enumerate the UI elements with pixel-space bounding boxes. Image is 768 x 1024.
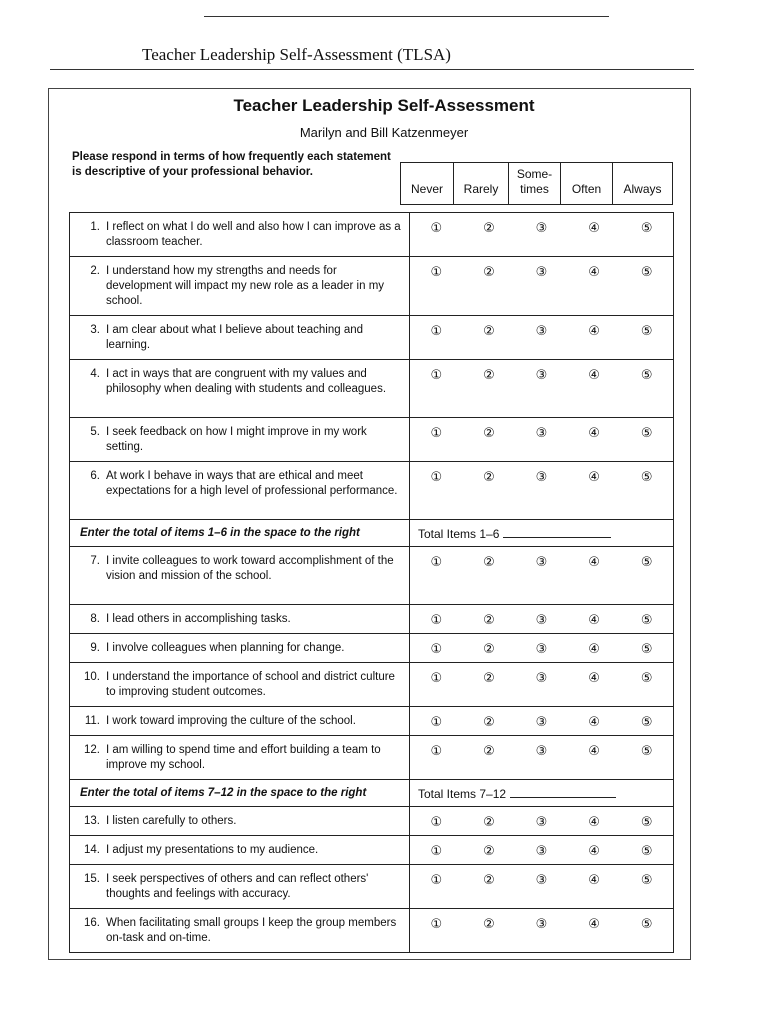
item-text: When facilitating small groups I keep the group members on-task and on-time.	[106, 917, 397, 944]
rating-option-never[interactable]: ①	[430, 814, 443, 829]
item-row	[70, 807, 674, 836]
rating-option-often[interactable]: ④	[588, 469, 600, 484]
item-statement	[70, 605, 410, 634]
rating-option-always[interactable]: ⑤	[640, 323, 653, 338]
item-row	[70, 663, 674, 707]
rating-option-often[interactable]: ④	[588, 554, 600, 569]
scale-never	[401, 163, 453, 204]
rating-option-often[interactable]: ④	[588, 714, 600, 729]
total-field	[410, 780, 674, 807]
item-number: 2.	[90, 265, 100, 277]
rating-option-rarely[interactable]: ②	[483, 469, 495, 484]
rating-option-never[interactable]: ①	[430, 843, 443, 858]
item-number: 11.	[84, 715, 100, 727]
item-row	[70, 605, 674, 634]
item-text: I am clear about what I believe about teaching and learning.	[106, 324, 364, 351]
rating-option-rarely[interactable]: ②	[483, 641, 495, 656]
rating-option-always[interactable]: ⑤	[640, 814, 653, 829]
item-rating-options	[410, 462, 674, 520]
item-text: I act in ways that are congruent with my values and philosophy when dealing with students and colleagues.	[106, 368, 387, 395]
rating-option-sometimes[interactable]: ③	[535, 916, 548, 931]
rating-option-rarely[interactable]: ②	[483, 425, 495, 440]
item-text: I invite colleagues to work toward accomplishment of the vision and mission of the school.	[106, 555, 394, 582]
total-label: Total Items 1–6	[418, 527, 500, 541]
rating-option-often[interactable]: ④	[588, 814, 600, 829]
rating-option-never[interactable]: ①	[430, 469, 443, 484]
rating-option-never[interactable]: ①	[430, 743, 443, 758]
rating-option-sometimes[interactable]: ③	[535, 814, 548, 829]
rating-option-always[interactable]: ⑤	[640, 469, 653, 484]
rating-option-always[interactable]: ⑤	[640, 641, 653, 656]
rating-option-rarely[interactable]: ②	[483, 612, 495, 627]
scale-never-label: Never	[410, 182, 443, 196]
rating-option-sometimes[interactable]: ③	[535, 469, 548, 484]
item-text: I seek feedback on how I might improve in my work setting.	[106, 426, 367, 453]
rating-option-rarely[interactable]: ②	[483, 814, 495, 829]
item-rating-options	[410, 257, 674, 316]
item-statement	[70, 634, 410, 663]
scale-sometimes-line1: Some-	[516, 167, 553, 181]
item-number: 8.	[90, 613, 100, 625]
item-rating-options	[410, 213, 674, 257]
item-row	[70, 213, 674, 257]
item-row	[70, 909, 674, 953]
item-rating-options	[410, 909, 674, 953]
item-number: 6.	[90, 470, 100, 482]
rating-option-often[interactable]: ④	[588, 743, 600, 758]
rating-option-often[interactable]: ④	[588, 612, 600, 627]
item-number: 12.	[84, 744, 100, 756]
item-row	[70, 865, 674, 909]
total-instruction: Enter the total of items 1–6 in the space to the right	[70, 520, 410, 547]
item-rating-options	[410, 707, 674, 736]
rating-option-always[interactable]: ⑤	[640, 220, 653, 235]
item-statement	[70, 707, 410, 736]
rating-option-never[interactable]: ①	[430, 641, 443, 656]
rating-option-often[interactable]: ④	[588, 220, 600, 235]
rating-option-never[interactable]: ①	[430, 425, 443, 440]
rating-option-rarely[interactable]: ②	[483, 367, 495, 382]
rating-option-sometimes[interactable]: ③	[535, 612, 548, 627]
item-text: I seek perspectives of others and can reflect others' thoughts and feelings with accuracy.	[106, 873, 369, 900]
item-rating-options	[410, 360, 674, 418]
rating-option-never[interactable]: ①	[430, 220, 443, 235]
rating-option-always[interactable]: ⑤	[640, 612, 653, 627]
item-text: I listen carefully to others.	[106, 815, 237, 827]
rating-option-never[interactable]: ①	[430, 264, 443, 279]
item-number: 7.	[90, 555, 100, 567]
total-label: Total Items 7–12	[418, 787, 507, 801]
rating-option-sometimes[interactable]: ③	[535, 220, 548, 235]
item-text: I am willing to spend time and effort building a team to improve my school.	[106, 744, 381, 771]
top-rule	[204, 16, 609, 17]
rating-option-sometimes[interactable]: ③	[535, 843, 548, 858]
rating-option-rarely[interactable]: ②	[483, 670, 495, 685]
item-text: I lead others in accomplishing tasks.	[106, 613, 291, 625]
scale-rarely-label: Rarely	[463, 182, 499, 196]
item-statement	[70, 865, 410, 909]
rating-option-sometimes[interactable]: ③	[535, 743, 548, 758]
item-row	[70, 547, 674, 605]
rating-option-rarely[interactable]: ②	[483, 714, 495, 729]
rating-option-often[interactable]: ④	[588, 670, 600, 685]
rating-option-always[interactable]: ⑤	[640, 670, 653, 685]
item-text: I understand how my strengths and needs for development will impact my new role as a leader in my school.	[106, 265, 385, 307]
item-rating-options	[410, 807, 674, 836]
item-statement	[70, 547, 410, 605]
total-blank-line[interactable]	[503, 526, 611, 538]
rating-option-often[interactable]: ④	[588, 843, 600, 858]
rating-option-always[interactable]: ⑤	[640, 843, 653, 858]
total-field	[410, 520, 674, 547]
item-text: I involve colleagues when planning for change.	[106, 642, 345, 654]
item-rating-options	[410, 316, 674, 360]
item-row	[70, 418, 674, 462]
item-statement	[70, 462, 410, 520]
item-number: 4.	[90, 368, 100, 380]
rating-option-rarely[interactable]: ②	[483, 264, 495, 279]
item-row	[70, 462, 674, 520]
header-rule	[50, 69, 694, 70]
item-text: I adjust my presentations to my audience.	[106, 844, 319, 856]
rating-option-often[interactable]: ④	[588, 872, 600, 887]
rating-option-often[interactable]: ④	[588, 425, 600, 440]
item-rating-options	[410, 418, 674, 462]
total-row	[70, 520, 674, 547]
rating-option-often[interactable]: ④	[588, 323, 600, 338]
rating-option-never[interactable]: ①	[430, 670, 443, 685]
total-blank-line[interactable]	[510, 786, 616, 798]
survey-table	[69, 212, 674, 953]
item-row	[70, 707, 674, 736]
rating-option-sometimes[interactable]: ③	[535, 264, 548, 279]
rating-option-often[interactable]: ④	[588, 367, 600, 382]
scale-often	[560, 163, 612, 204]
total-row	[70, 780, 674, 807]
item-text: At work I behave in ways that are ethical and meet expectations for a high level of professional performance.	[106, 470, 398, 497]
rating-option-often[interactable]: ④	[588, 264, 600, 279]
rating-option-rarely[interactable]: ②	[483, 220, 495, 235]
rating-option-sometimes[interactable]: ③	[535, 872, 548, 887]
rating-option-often[interactable]: ④	[588, 916, 600, 931]
item-number: 9.	[90, 642, 100, 654]
rating-option-sometimes[interactable]: ③	[535, 670, 548, 685]
rating-option-never[interactable]: ①	[430, 367, 443, 382]
item-number: 10.	[84, 671, 100, 683]
rating-option-never[interactable]: ①	[430, 872, 443, 887]
item-rating-options	[410, 663, 674, 707]
rating-option-always[interactable]: ⑤	[640, 264, 653, 279]
rating-option-rarely[interactable]: ②	[483, 323, 495, 338]
rating-option-never[interactable]: ①	[430, 612, 443, 627]
item-number: 16.	[84, 917, 100, 929]
item-rating-options	[410, 736, 674, 780]
rating-option-rarely[interactable]: ②	[483, 554, 495, 569]
item-row	[70, 736, 674, 780]
item-row	[70, 836, 674, 865]
total-instruction: Enter the total of items 7–12 in the space to the right	[70, 780, 410, 807]
rating-option-always[interactable]: ⑤	[640, 425, 653, 440]
item-rating-options	[410, 836, 674, 865]
rating-option-sometimes[interactable]: ③	[535, 425, 548, 440]
item-statement	[70, 418, 410, 462]
rating-option-never[interactable]: ①	[430, 554, 443, 569]
scale-sometimes-line2: times	[520, 182, 549, 196]
item-number: 5.	[90, 426, 100, 438]
item-statement	[70, 213, 410, 257]
rating-option-sometimes[interactable]: ③	[535, 641, 548, 656]
item-statement	[70, 836, 410, 865]
rating-scale-header	[400, 162, 673, 205]
rating-option-never[interactable]: ①	[430, 916, 443, 931]
rating-option-sometimes[interactable]: ③	[535, 323, 548, 338]
item-statement	[70, 316, 410, 360]
item-rating-options	[410, 547, 674, 605]
item-statement	[70, 736, 410, 780]
scale-always	[612, 163, 672, 204]
item-number: 1.	[90, 221, 100, 233]
rating-option-always[interactable]: ⑤	[640, 872, 653, 887]
rating-option-always[interactable]: ⑤	[640, 367, 653, 382]
rating-option-always[interactable]: ⑤	[640, 743, 653, 758]
scale-rarely	[453, 163, 508, 204]
item-row	[70, 257, 674, 316]
rating-option-always[interactable]: ⑤	[640, 916, 653, 931]
rating-option-rarely[interactable]: ②	[483, 872, 495, 887]
rating-option-sometimes[interactable]: ③	[535, 714, 548, 729]
scale-always-label: Always	[623, 182, 662, 196]
form-authors: Marilyn and Bill Katzenmeyer	[299, 125, 469, 140]
item-number: 15.	[84, 873, 100, 885]
item-number: 3.	[90, 324, 100, 336]
item-row	[70, 360, 674, 418]
running-head: Teacher Leadership Self-Assessment (TLSA)	[142, 45, 451, 64]
item-rating-options	[410, 634, 674, 663]
item-number: 13.	[84, 815, 100, 827]
item-statement	[70, 909, 410, 953]
item-statement	[70, 360, 410, 418]
item-rating-options	[410, 865, 674, 909]
rating-option-never[interactable]: ①	[430, 323, 443, 338]
rating-option-always[interactable]: ⑤	[640, 554, 653, 569]
item-number: 14.	[84, 844, 100, 856]
form-title: Teacher Leadership Self-Assessment	[233, 96, 535, 115]
item-statement	[70, 663, 410, 707]
item-row	[70, 634, 674, 663]
scale-sometimes	[508, 163, 560, 204]
rating-option-rarely[interactable]: ②	[483, 743, 495, 758]
rating-option-never[interactable]: ①	[430, 714, 443, 729]
item-row	[70, 316, 674, 360]
rating-option-sometimes[interactable]: ③	[535, 554, 548, 569]
item-text: I understand the importance of school and district culture to improving student outcomes.	[106, 671, 395, 698]
item-rating-options	[410, 605, 674, 634]
rating-option-rarely[interactable]: ②	[483, 843, 495, 858]
item-statement	[70, 257, 410, 316]
item-statement	[70, 807, 410, 836]
item-text: I reflect on what I do well and also how I can improve as a classroom teacher.	[106, 221, 401, 248]
scale-often-label: Often	[571, 182, 602, 196]
rating-option-often[interactable]: ④	[588, 641, 600, 656]
instructions: Please respond in terms of how frequently each statement is descriptive of your professional behavior.	[72, 151, 391, 178]
rating-option-always[interactable]: ⑤	[640, 714, 653, 729]
rating-option-sometimes[interactable]: ③	[535, 367, 548, 382]
rating-option-rarely[interactable]: ②	[483, 916, 495, 931]
item-text: I work toward improving the culture of the school.	[106, 715, 356, 727]
